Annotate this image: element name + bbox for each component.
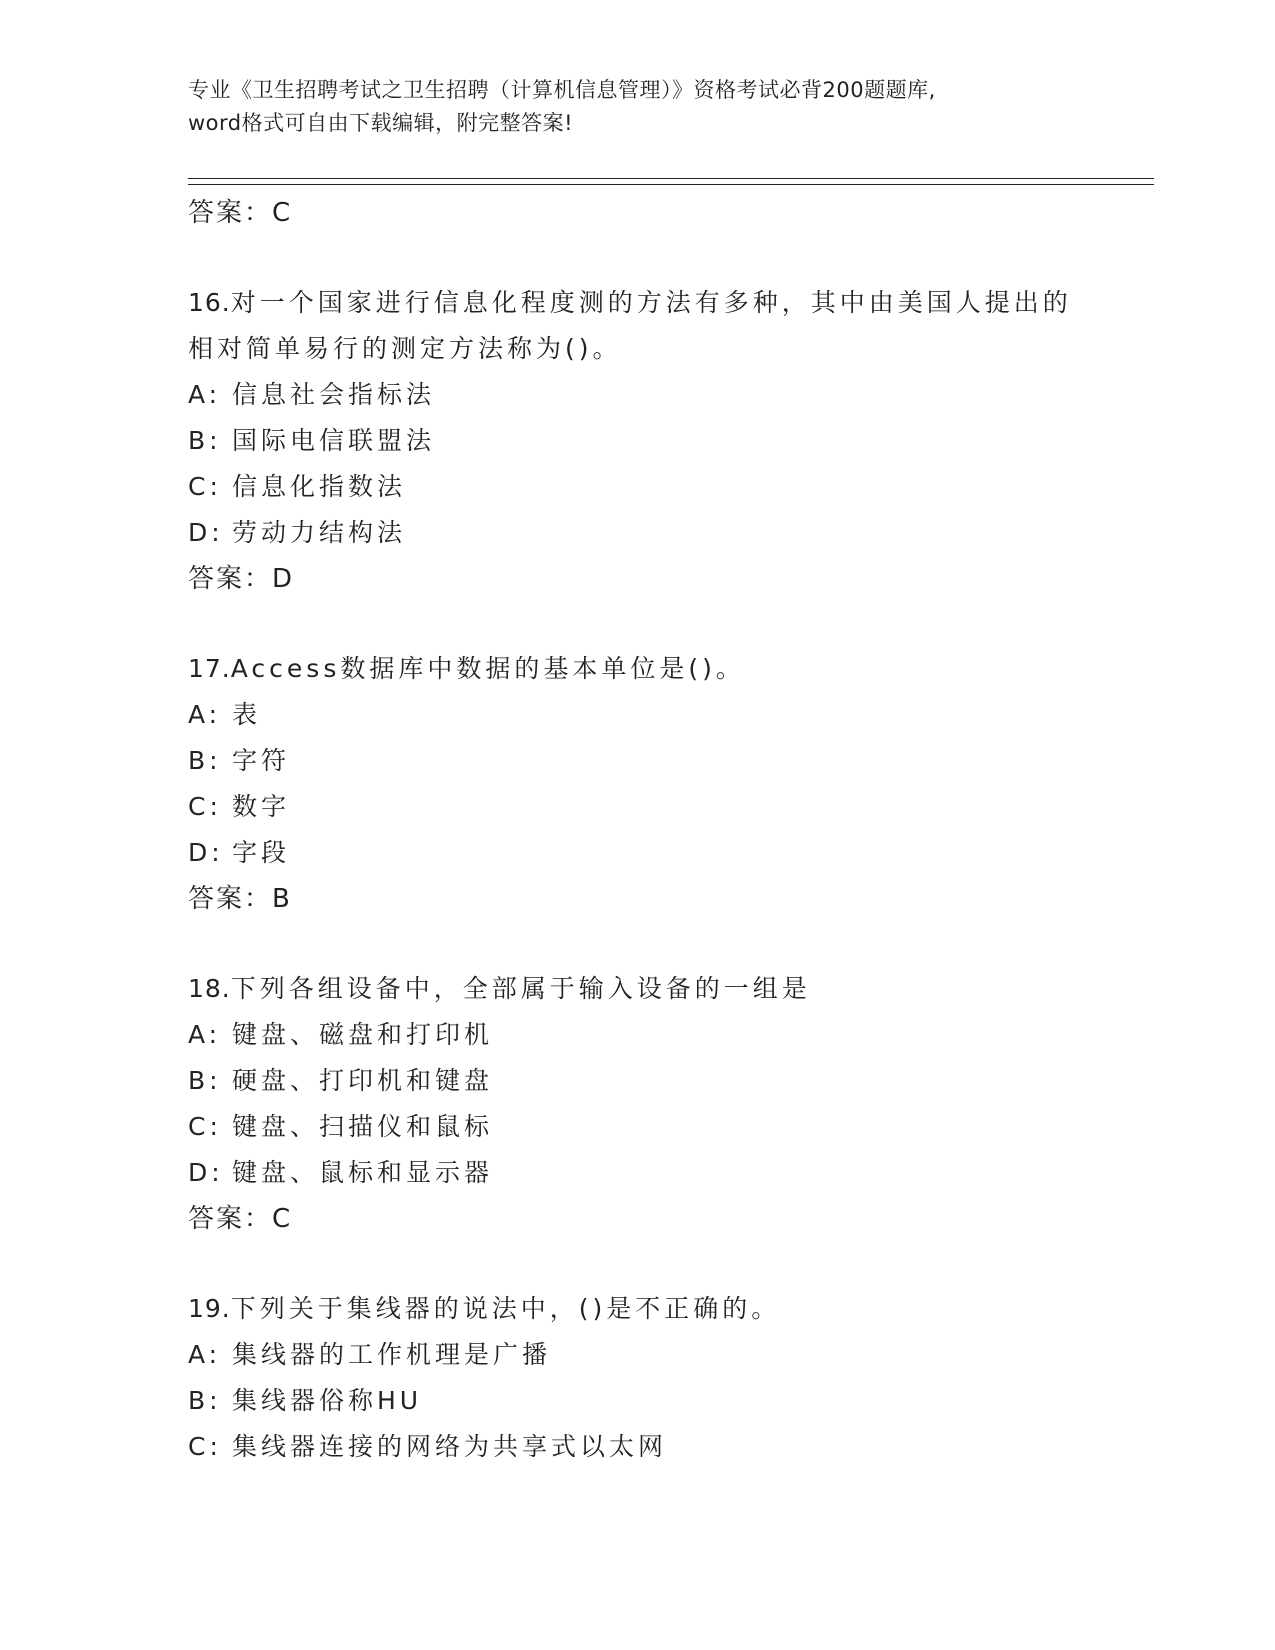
answer-label: 答案：: [188, 884, 273, 914]
option-text: 数字: [232, 792, 291, 821]
option-text: 集线器连接的网络为共享式以太网: [232, 1432, 668, 1461]
answer-line: [188, 190, 1148, 236]
question-list: [188, 190, 1148, 1470]
header-title-line-2: word格式可自由下载编辑，附完整答案!: [188, 111, 574, 135]
answer-value: D: [272, 564, 295, 594]
answer-value: C: [272, 1204, 293, 1234]
option-label: C:: [188, 792, 222, 821]
question-18: [188, 966, 1148, 1242]
question-stem: [188, 1286, 1088, 1332]
header-divider-top: [188, 178, 1154, 179]
question-text: Access数据库中数据的基本单位是()。: [230, 654, 745, 683]
option-d: [188, 830, 1148, 876]
option-b: [188, 738, 1148, 784]
answer-label: 答案：: [188, 198, 273, 228]
question-number: 16.: [188, 288, 231, 317]
answer-label: 答案：: [188, 1204, 273, 1234]
option-text: 表: [232, 700, 262, 729]
option-text: 字符: [232, 746, 291, 775]
option-text: 国际电信联盟法: [232, 426, 436, 455]
header-divider-bottom: [188, 184, 1154, 185]
answer-line: [188, 876, 1148, 922]
header-title-line-1: 专业《卫生招聘考试之卫生招聘（计算机信息管理）》资格考试必背200题题库,: [188, 78, 936, 102]
option-c: [188, 784, 1148, 830]
question-stem: [188, 966, 1088, 1012]
question-number: 17.: [188, 654, 231, 683]
question-text: 对一个国家进行信息化程度测的方法有多种，其中由美国人提出的相对简单易行的测定方法称为()。: [188, 288, 1072, 363]
option-d: [188, 510, 1148, 556]
option-label: C:: [188, 1432, 222, 1461]
question-number: 18.: [188, 974, 231, 1003]
option-label: D:: [188, 1158, 224, 1187]
option-c: [188, 1424, 1148, 1470]
question-number: 19.: [188, 1294, 231, 1323]
answer-label: 答案：: [188, 564, 273, 594]
answer-line: [188, 556, 1148, 602]
option-label: A:: [188, 1340, 222, 1369]
question-stem: [188, 280, 1088, 372]
option-label: A:: [188, 380, 222, 409]
question-text: 下列关于集线器的说法中，()是不正确的。: [230, 1294, 781, 1323]
option-text: 集线器俗称HU: [232, 1386, 423, 1415]
option-label: B:: [188, 1386, 222, 1415]
option-label: A:: [188, 700, 222, 729]
option-a: [188, 372, 1148, 418]
option-text: 键盘、鼠标和显示器: [232, 1158, 494, 1187]
question-stem: [188, 646, 1088, 692]
option-b: [188, 1378, 1148, 1424]
option-label: C:: [188, 1112, 222, 1141]
document-header: [188, 74, 1088, 140]
option-text: 字段: [232, 838, 291, 867]
question-17: [188, 646, 1148, 922]
option-text: 键盘、磁盘和打印机: [232, 1020, 494, 1049]
option-label: B:: [188, 1066, 222, 1095]
question-16: [188, 280, 1148, 602]
option-d: [188, 1150, 1148, 1196]
option-a: [188, 1332, 1148, 1378]
option-b: [188, 1058, 1148, 1104]
answer-line: [188, 1196, 1148, 1242]
option-label: B:: [188, 426, 222, 455]
option-c: [188, 464, 1148, 510]
answer-value: B: [272, 884, 292, 914]
option-label: B:: [188, 746, 222, 775]
option-a: [188, 692, 1148, 738]
option-label: D:: [188, 518, 224, 547]
option-text: 集线器的工作机理是广播: [232, 1340, 552, 1369]
option-c: [188, 1104, 1148, 1150]
option-text: 硬盘、打印机和键盘: [232, 1066, 494, 1095]
option-text: 键盘、扫描仪和鼠标: [232, 1112, 494, 1141]
option-text: 劳动力结构法: [232, 518, 407, 547]
answer-value: C: [272, 198, 293, 228]
option-label: A:: [188, 1020, 222, 1049]
option-label: D:: [188, 838, 224, 867]
option-label: C:: [188, 472, 222, 501]
option-text: 信息化指数法: [232, 472, 407, 501]
option-text: 信息社会指标法: [232, 380, 436, 409]
option-a: [188, 1012, 1148, 1058]
option-b: [188, 418, 1148, 464]
question-text: 下列各组设备中，全部属于输入设备的一组是: [230, 974, 811, 1003]
question-19: [188, 1286, 1148, 1470]
